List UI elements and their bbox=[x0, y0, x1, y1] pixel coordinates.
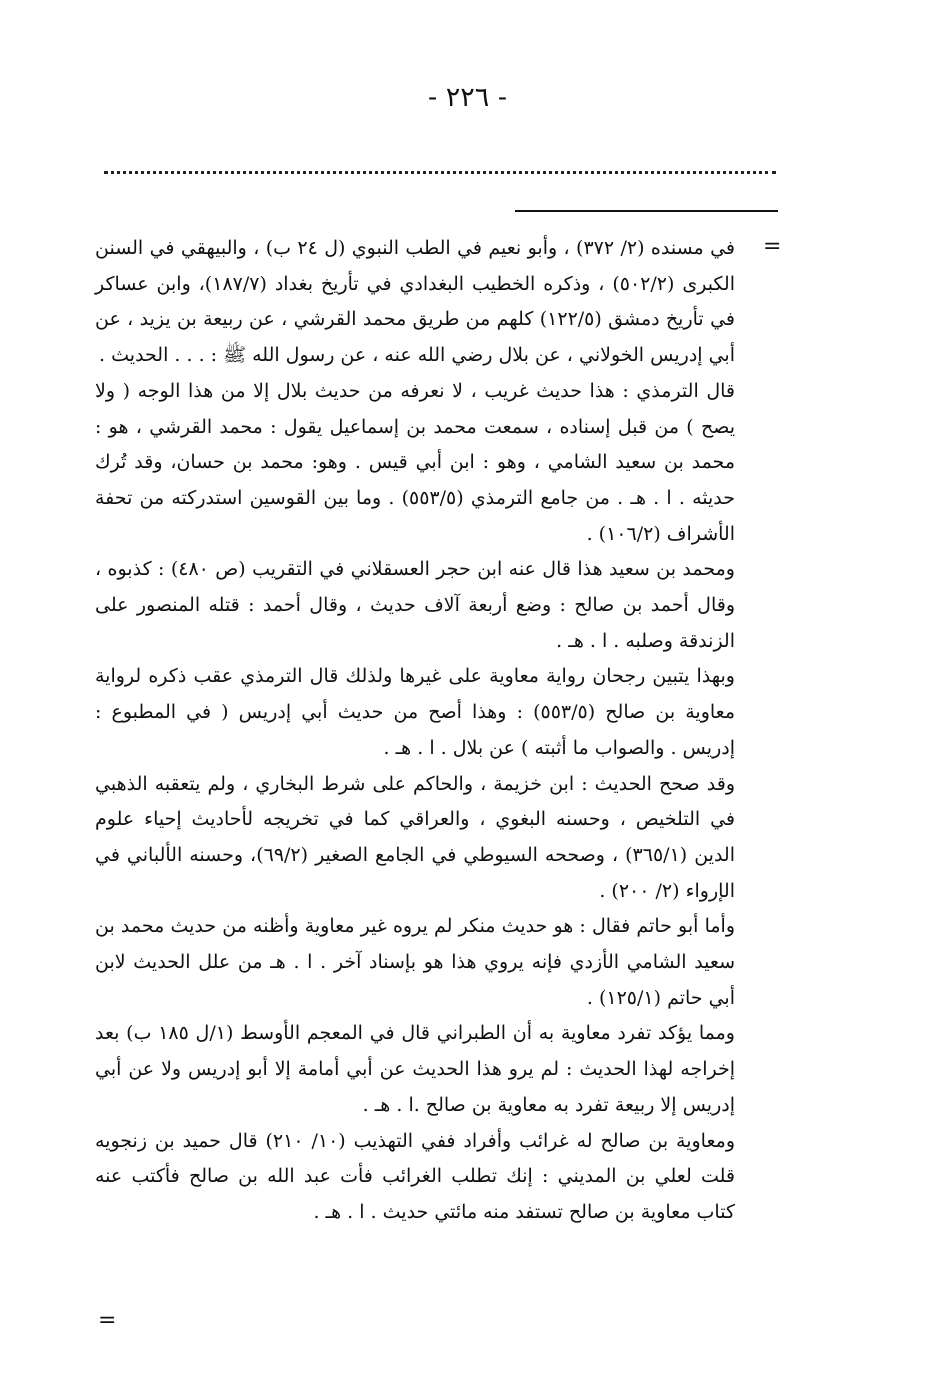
footnote-paragraph: وبهذا يتبين رجحان رواية معاوية على غيرها ولذلك قال الترمذي عقب ذكره لرواية معاوية بن صالح (٥٥٣/٥) : وهذا أصح من حديث أبي إدريس ( في المطبوع : إدريس . والصواب ما أثبته ) عن بلال . ا . هـ . bbox=[95, 665, 735, 759]
continuation-mark-top: = bbox=[763, 234, 782, 259]
footnote-text bbox=[95, 231, 735, 1231]
footnote-paragraph: ومما يؤكد تفرد معاوية به أن الطبراني قال في المعجم الأوسط (١/ل ١٨٥ ب) بعد إخراجه لهذا الحديث : لم يرو هذا الحديث عن أبي أمامة إلا أبو إدريس ولا عن أبي إدريس إلا ربيعة تفرد به معاوية بن صالح .ا . هـ . bbox=[95, 1022, 735, 1116]
dotted-separator bbox=[104, 171, 776, 174]
footnote-paragraph: وقد صحح الحديث : ابن خزيمة ، والحاكم على شرط البخاري ، ولم يتعقبه الذهبي في التلخيص ، وحسنه البغوي ، والعراقي كما في تخريجه لأحاديث إحياء علوم الدين (٣٦٥/١) ، وصححه السيوطي في الجامع الصغير (٦٩/٢)، وحسنه الألباني في الإرواء (٢/ ٢٠٠) . bbox=[95, 772, 736, 902]
footnote-paragraph: وأما أبو حاتم فقال : هو حديث منكر لم يروه غير معاوية وأظنه من حديث محمد بن سعيد الشامي الأزدي فإنه يروي هذا هو بإسناد آخر . ا . هـ من علل الحديث لابن أبي حاتم (١٢٥/١) . bbox=[95, 915, 735, 1009]
footnote-paragraph: في مسنده (٢/ ٣٧٢) ، وأبو نعيم في الطب النبوي (ل ٢٤ ب) ، والبيهقي في السنن الكبرى (٥٠٢/٢) ، وذكره الخطيب البغدادي في تأريخ بغداد (١٨٧/٧)، وابن عساكر في تأريخ دمشق (١٢٢/٥) كلهم من طريق محمد القرشي ، عن ربيعة بن يزيد ، عن أبي إدريس الخولاني ، عن بلال رضي الله عنه ، عن رسول الله ﷺ : . . . الحديث . bbox=[95, 237, 735, 367]
footnote-paragraph: قال الترمذي : هذا حديث غريب ، لا نعرفه من حديث بلال إلا من هذا الوجه ( ولا يصح ) من قبل إسناده ، سمعت محمد بن إسماعيل يقول : محمد القرشي ، هو : محمد بن سعيد الشامي ، وهو : ابن أبي قيس . وهو: محمد بن حسان، وقد تُرك حديثه . ا . هـ . من جامع الترمذي (٥٥٣/٥) . وما بين القوسين استدركته من تحفة الأشراف (١٠٦/٢) . bbox=[95, 379, 735, 545]
page-number: - ٢٢٦ - bbox=[428, 82, 507, 113]
footnote-paragraph: ومعاوية بن صالح له غرائب وأفراد ففي التهذيب (١٠/ ٢١٠) قال حميد بن زنجويه قلت لعلي بن المديني : إنك تطلب الغرائب فأت عبد الله بن صالح فأكتب عنه كتاب معاوية بن صالح تستفد منه مائتي حديث . ا . هـ . bbox=[95, 1129, 735, 1223]
footnote-paragraph: ومحمد بن سعيد هذا قال عنه ابن حجر العسقلاني في التقريب (ص ٤٨٠) : كذبوه ، وقال أحمد بن صالح : وضع أربعة آلاف حديث ، وقال أحمد : قتله المنصور على الزندقة وصلبه . ا . هـ . bbox=[95, 558, 735, 652]
footnote-rule bbox=[515, 210, 778, 212]
continuation-mark-bottom: = bbox=[98, 1308, 117, 1333]
